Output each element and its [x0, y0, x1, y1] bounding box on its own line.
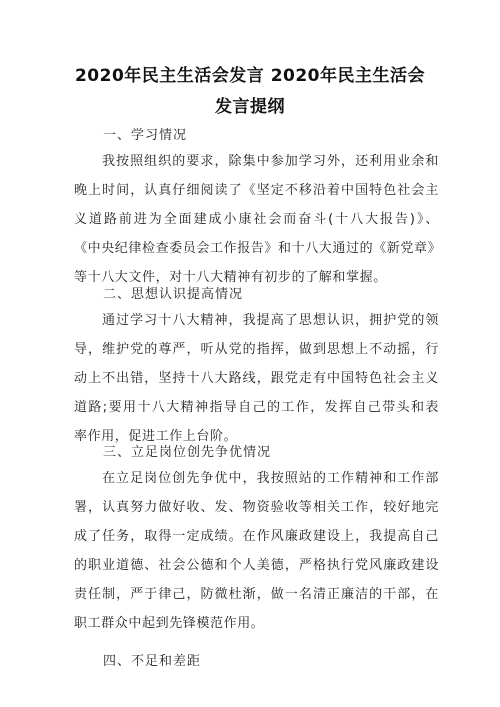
paragraph-line: 我按照组织的要求，除集中参加学习外，还利用业余和: [102, 154, 439, 169]
paragraph-line: 在立足岗位创先争优中，我按照站的工作精神和工作部: [102, 471, 439, 486]
paragraph-line: 责任制，严于律己，防微杜渐，做一名清正廉洁的干部，在: [74, 587, 439, 602]
section-paragraph-study: [74, 147, 442, 292]
paragraph-line: 道路;要用十八大精神指导自己的工作，发挥自己带头和表: [74, 400, 439, 415]
paragraph-line: 署，认真努力做好收、发、物资验收等相关工作，较好地完: [74, 500, 439, 515]
paragraph-line: 动上不出错，坚持十八大路线，跟党走有中国特色社会主义: [74, 371, 439, 386]
document-title-line-1: 2020年民主生活会发言 2020年民主生活会: [74, 66, 426, 86]
paragraph-line: 通过学习十八大精神，我提高了思想认识，拥护党的领: [102, 313, 439, 328]
paragraph-line: 等十八大文件，对十八大精神有初步的了解和掌握。: [74, 270, 387, 285]
section-paragraph-post: [74, 464, 439, 638]
paragraph-line: 导，维护党的尊严，听从党的指挥，做到思想上不动摇，行: [74, 342, 439, 357]
paragraph-line: 晚上时间，认真仔细阅读了《坚定不移沿着中国特色社会主: [74, 183, 439, 198]
section-heading-thinking: 二、思想认识提高情况: [103, 287, 244, 302]
section-heading-study: 一、学习情况: [103, 128, 188, 143]
paragraph-line: 率作用，促进工作上台阶。: [74, 429, 238, 444]
document-title-line-2: 发言提纲: [215, 97, 285, 117]
paragraph-line: 职工群众中起到先锋模范作用。: [74, 616, 265, 631]
paragraph-line: 义道路前进为全面建成小康社会而奋斗(十八大报告)》、: [74, 212, 439, 227]
paragraph-line: 成了任务，取得一定成绩。在作风廉政建设上，我提高自己: [74, 529, 439, 544]
paragraph-line: 的职业道德、社会公德和个人美德，严格执行党风廉政建设: [74, 558, 439, 573]
paragraph-line: 《中央纪律检查委员会工作报告》和十八大通过的《新党章》: [74, 241, 442, 256]
section-paragraph-thinking: [74, 306, 439, 451]
section-heading-post: 三、立足岗位创先争优情况: [103, 445, 272, 460]
section-heading-shortcomings: 四、不足和差距: [103, 654, 202, 669]
